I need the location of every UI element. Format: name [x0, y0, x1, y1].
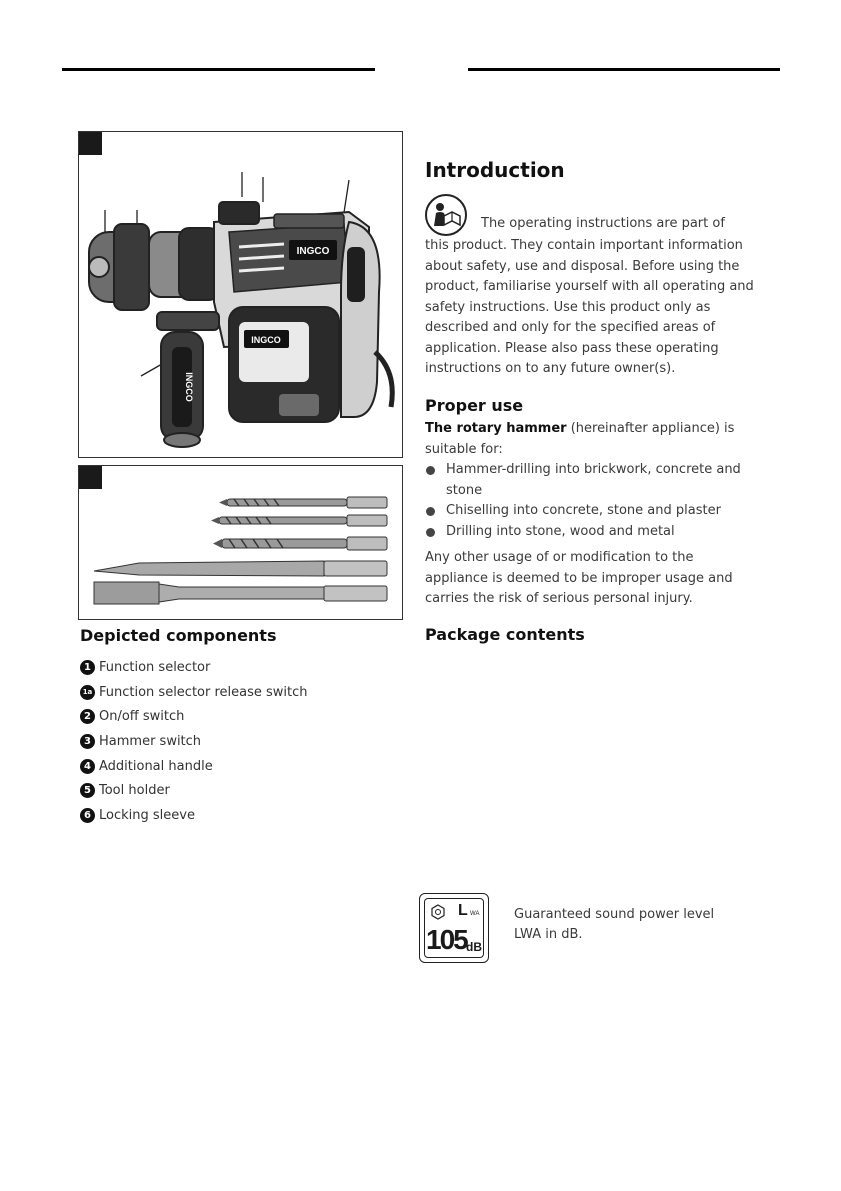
list-item: Hammer-drilling into brickwork, concrete and stone [425, 460, 755, 501]
handle-brand-label: INGCO [184, 372, 194, 402]
list-item [80, 803, 308, 828]
list-item [80, 655, 308, 680]
number-badge: 3 [80, 734, 95, 749]
flat-chisel [94, 582, 387, 604]
list-item: Drilling into stone, wood and metal [425, 522, 755, 543]
drill-bit-small [213, 537, 387, 550]
figure-accessories [78, 465, 403, 620]
sound-power-badge [419, 893, 489, 963]
drill-bit-large [219, 497, 387, 508]
list-item [80, 778, 308, 803]
list-item [80, 754, 308, 779]
header-rule-left [62, 68, 375, 71]
sound-power-line-1: Guaranteed sound power level [514, 907, 715, 922]
component-label: Hammer switch [99, 733, 202, 749]
lwa-unit: dB [466, 940, 482, 954]
list-item [80, 680, 308, 705]
drill-bit-medium [211, 515, 387, 526]
components-list [80, 655, 308, 828]
component-label: Additional handle [99, 758, 213, 774]
pointed-chisel [94, 561, 387, 576]
introduction-first-line: The operating instructions are part of [481, 216, 725, 231]
hexagon-icon [430, 904, 446, 920]
component-label: Tool holder [99, 783, 170, 799]
number-badge: 1a [80, 685, 95, 700]
component-label: Function selector [99, 659, 211, 675]
header-rule-right [468, 68, 780, 71]
figure-rotary-hammer [78, 131, 403, 458]
product-name: The rotary hammer [425, 421, 567, 436]
number-badge: 6 [80, 808, 95, 823]
improper-usage-warning: Any other usage of or modification to the appliance is deemed to be improper usage and carries the risk of serious personal injury. [425, 550, 733, 606]
accessories-illustration [79, 466, 402, 619]
sound-power-line-2: LWA in dB. [514, 927, 583, 942]
drill-brand-label: INGCO [296, 246, 330, 257]
proper-use-bullets [425, 460, 755, 542]
list-item [80, 704, 308, 729]
sound-power-description [514, 905, 714, 945]
component-label: Locking sleeve [99, 807, 195, 823]
proper-use-intro [425, 419, 755, 460]
number-badge: 5 [80, 783, 95, 798]
motor-brand-label: INGCO [251, 335, 281, 345]
proper-use-intro-rest: (hereinafter appliance) is suitable for: [425, 421, 735, 457]
introduction-body: this product. They contain important information about safety, use and disposal. Before using the product, familiarise yourself with all operating and safety instructions. Use this product only as described and only for the specified areas of application. Please also pass these operating instructions on to any future owner(s). [425, 238, 754, 376]
list-item: Chiselling into concrete, stone and plaster [425, 501, 755, 522]
lwa-subscript: WA [470, 911, 480, 917]
lwa-value: 105 [426, 924, 467, 955]
component-label: Function selector release switch [99, 684, 308, 700]
depicted-components-heading: Depicted components [80, 626, 277, 645]
manual-reading-icon [425, 194, 467, 236]
number-badge: 4 [80, 759, 95, 774]
package-contents-heading: Package contents [425, 625, 585, 644]
component-label: On/off switch [99, 709, 185, 725]
introduction-heading: Introduction [425, 158, 565, 182]
number-badge: 1 [80, 660, 95, 675]
list-item [80, 729, 308, 754]
proper-use-heading: Proper use [425, 396, 524, 415]
rotary-hammer-illustration [79, 132, 402, 457]
lwa-symbol: L [458, 902, 468, 919]
number-badge: 2 [80, 709, 95, 724]
